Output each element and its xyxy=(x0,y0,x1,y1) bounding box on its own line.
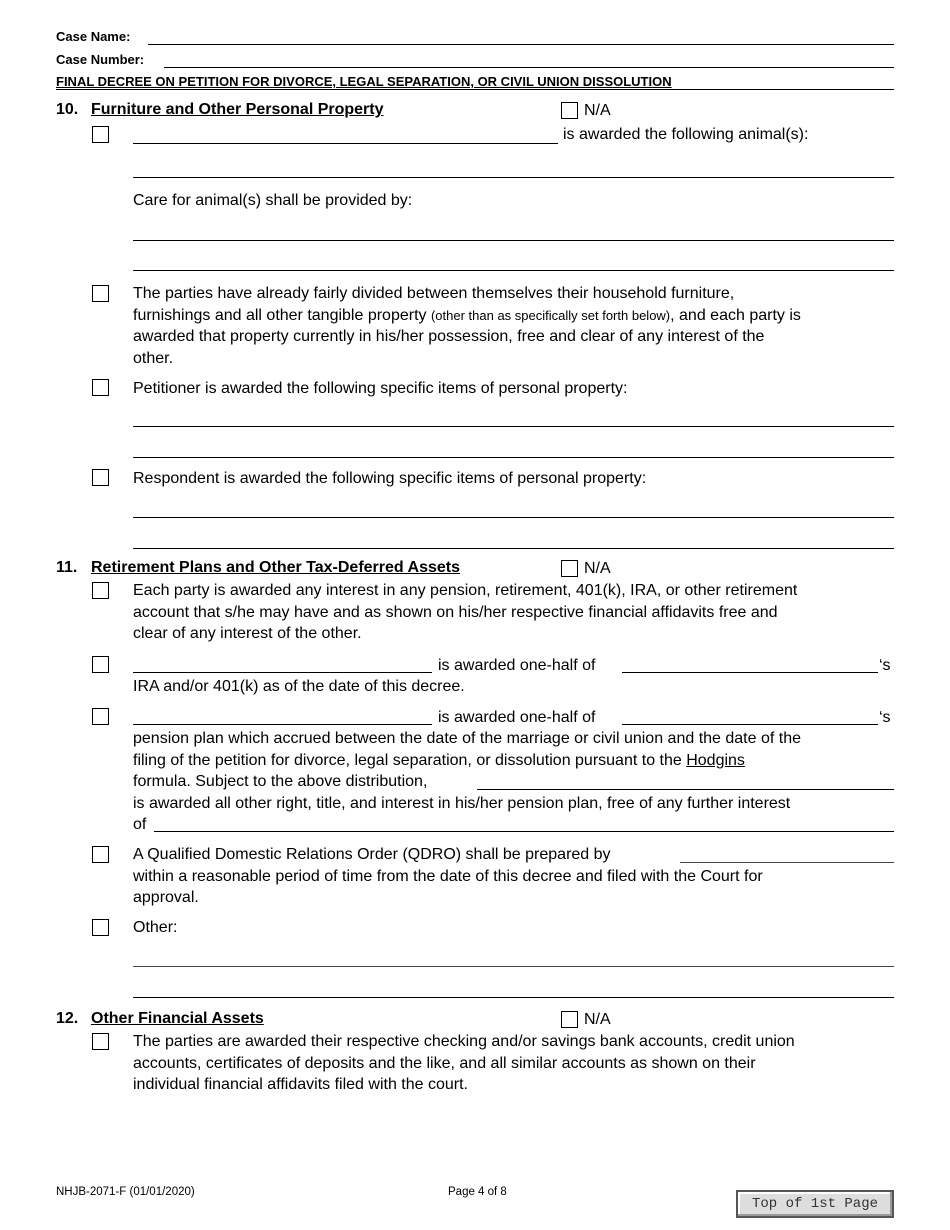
financial-accounts-checkbox[interactable] xyxy=(92,1033,109,1050)
pension-owner-field[interactable] xyxy=(622,724,878,725)
case-number-field[interactable] xyxy=(164,67,894,68)
financial-accounts-text: The parties are awarded their respective checking and/or savings bank accounts, credit union accounts, certificates of deposits and the like, and all similar accounts as shown on their individual financial affidavits filed with the court. xyxy=(133,1033,795,1093)
petitioner-items-field-2[interactable] xyxy=(133,457,894,458)
pension-half-text: is awarded one-half of xyxy=(438,709,596,726)
respondent-items-text: Respondent is awarded the following specific items of personal property: xyxy=(133,470,647,487)
qdro-checkbox[interactable] xyxy=(92,846,109,863)
ira-half-checkbox[interactable] xyxy=(92,656,109,673)
each-party-retirement-text: Each party is awarded any interest in any pension, retirement, 401(k), IRA, or other retirement account that s/he may have and as shown on his/her respective financial affidavits free and clear of any interest of the other. xyxy=(133,582,798,642)
divided-property-text: The parties have already fairly divided between themselves their household furniture, furnishings and all other tangible property (other than as specifically set forth below), and each party is awarded that property currently in his/her possession, free and clear of any interest of the other. xyxy=(133,285,801,367)
animal-recipient-field[interactable] xyxy=(133,143,558,144)
pension-remainder-recipient-field[interactable] xyxy=(477,789,894,790)
case-name-label: Case Name: xyxy=(56,29,131,44)
other-retirement-checkbox[interactable] xyxy=(92,919,109,936)
section-11-na-checkbox[interactable] xyxy=(561,560,578,577)
petitioner-items-field-1[interactable] xyxy=(133,426,894,427)
respondent-items-checkbox[interactable] xyxy=(92,469,109,486)
section-11-title: Retirement Plans and Other Tax-Deferred Assets xyxy=(91,559,461,576)
section-12-title: Other Financial Assets xyxy=(91,1010,264,1027)
pension-half-checkbox[interactable] xyxy=(92,708,109,725)
animal-care-text: Care for animal(s) shall be provided by: xyxy=(133,192,413,209)
qdro-preparer-field[interactable] xyxy=(680,862,894,863)
page-number: Page 4 of 8 xyxy=(448,1186,507,1198)
section-12-number: 12. xyxy=(56,1010,79,1027)
ira-possessive: ‘s xyxy=(879,657,891,674)
petitioner-items-checkbox[interactable] xyxy=(92,379,109,396)
petitioner-items-text: Petitioner is awarded the following specific items of personal property: xyxy=(133,380,628,397)
form-title: FINAL DECREE ON PETITION FOR DIVORCE, LEGAL SEPARATION, OR CIVIL UNION DISSOLUTION xyxy=(56,74,672,89)
pension-text: pension plan which accrued between the date of the marriage or civil union and the date of the filing of the petition for divorce, legal separation, or dissolution pursuant to the Hodgins formula. Subject to the above distribution, is awarded all other right, title, and interest in his/her pension plan, free of any further interest of xyxy=(133,730,801,833)
top-of-first-page-button[interactable]: Top of 1st Page xyxy=(736,1190,894,1218)
pension-interest-of-field[interactable] xyxy=(154,831,894,832)
hodgins-link: Hodgins xyxy=(686,751,745,769)
ira-recipient-field[interactable] xyxy=(133,672,432,673)
header-divider xyxy=(56,89,894,90)
respondent-items-field-1[interactable] xyxy=(133,517,894,518)
pension-possessive: ‘s xyxy=(879,709,891,726)
other-retirement-field-1[interactable] xyxy=(133,966,894,967)
qdro-text: A Qualified Domestic Relations Order (QDRO) shall be prepared by within a reasonable period of time from the date of this decree and filed with the Court for approval. xyxy=(133,846,763,906)
section-11-na-label: N/A xyxy=(584,560,611,577)
other-retirement-label: Other: xyxy=(133,919,178,936)
animals-text: is awarded the following animal(s): xyxy=(563,126,809,143)
other-retirement-field-2[interactable] xyxy=(133,997,894,998)
ira-owner-field[interactable] xyxy=(622,672,878,673)
section-12-na-checkbox[interactable] xyxy=(561,1011,578,1028)
section-11-number: 11. xyxy=(56,559,78,576)
animals-checkbox[interactable] xyxy=(92,126,109,143)
section-10-number: 10. xyxy=(56,101,79,118)
animal-care-field-1[interactable] xyxy=(133,240,894,241)
case-number-label: Case Number: xyxy=(56,52,145,67)
section-10-title: Furniture and Other Personal Property xyxy=(91,101,384,118)
form-id: NHJB-2071-F (01/01/2020) xyxy=(56,1186,195,1198)
section-12-na-label: N/A xyxy=(584,1011,611,1028)
animal-care-field-2[interactable] xyxy=(133,270,894,271)
divided-property-checkbox[interactable] xyxy=(92,285,109,302)
animals-list-field[interactable] xyxy=(133,177,894,178)
ira-date-text: IRA and/or 401(k) as of the date of this decree. xyxy=(133,678,465,695)
section-10-na-checkbox[interactable] xyxy=(561,102,578,119)
respondent-items-field-2[interactable] xyxy=(133,548,894,549)
section-10-na-label: N/A xyxy=(584,102,611,119)
each-party-retirement-checkbox[interactable] xyxy=(92,582,109,599)
case-name-field[interactable] xyxy=(148,44,894,45)
pension-recipient-field[interactable] xyxy=(133,724,432,725)
ira-half-text: is awarded one-half of xyxy=(438,657,596,674)
